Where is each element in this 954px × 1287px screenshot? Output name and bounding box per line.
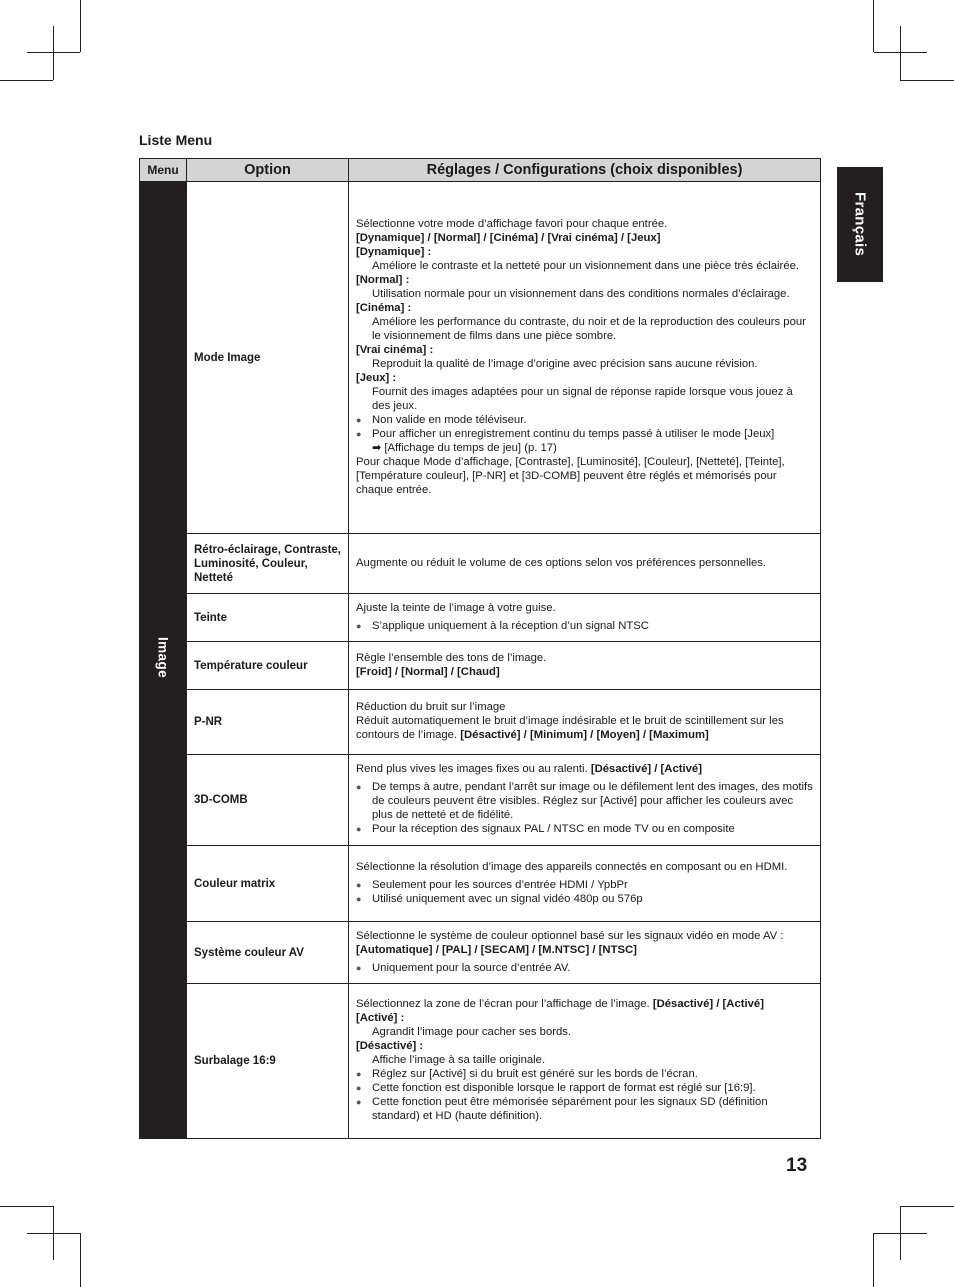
crop-mark — [873, 0, 874, 52]
menu-table — [139, 158, 821, 1139]
setting-text: Règle l’ensemble des tons de l’image. — [356, 651, 547, 664]
setting-desc: Utilisation normale pour un visionnement dans des conditions normales d’éclairage. — [372, 287, 790, 300]
bullet-icon: ● — [356, 1069, 362, 1079]
settings-couleur-matrix — [349, 846, 821, 922]
bullet-item: ● Utilisé uniquement avec un signal vidéo 480p ou 576p — [356, 892, 643, 905]
setting-desc: Reproduit la qualité de l’image d’origine avec précision sans aucune révision. — [372, 357, 758, 370]
option-retro-eclairage: Rétro-éclairage, Contraste, Luminosité, Couleur, Netteté — [187, 534, 349, 594]
setting-desc: Améliore les performance du contraste, du noir et de la reproduction des couleurs pour le visionnement de films dans une pièce sombre. — [372, 315, 806, 342]
bullet-item: ● S’applique uniquement à la réception d’un signal NTSC — [356, 619, 649, 632]
setting-desc: Améliore le contraste et la netteté pour un visionnement dans une pièce très éclairée. — [372, 259, 800, 272]
setting-text: Rend plus vives les images fixes ou au ralenti. — [356, 763, 588, 775]
bullet-icon: ● — [356, 1083, 362, 1093]
bullet-icon: ● — [356, 620, 362, 631]
arrow-right-icon: ➡ — [372, 441, 382, 454]
header-settings: Réglages / Configurations (choix disponibles) — [349, 159, 821, 182]
bullet-item: ● Cette fonction peut être mémorisée séparément pour les signaux SD (définition standard) et HD (haute définition). — [356, 1096, 768, 1122]
bullet-icon: ● — [356, 879, 362, 890]
header-menu: Menu — [140, 159, 187, 182]
bullet-icon: ● — [356, 782, 362, 792]
crop-mark — [27, 1233, 80, 1234]
setting-term: [Cinéma] : — [356, 301, 412, 314]
crop-mark — [0, 1206, 53, 1207]
settings-3d-comb — [349, 755, 821, 846]
bullet-item: ● Pour la réception des signaux PAL / NTSC en mode TV ou en composite — [356, 823, 735, 835]
bullet-icon: ● — [356, 962, 362, 973]
option-temperature-couleur: Température couleur — [187, 642, 349, 690]
bullet-icon: ● — [356, 428, 362, 439]
bullet-icon: ● — [356, 893, 362, 904]
table-row — [140, 984, 821, 1139]
setting-term: [Jeux] : — [356, 371, 397, 384]
settings-mode-image — [349, 182, 821, 534]
table-row — [140, 642, 821, 690]
settings-systeme-couleur-av — [349, 922, 821, 984]
option-3d-comb: 3D-COMB — [187, 755, 349, 846]
bullet-item: ● Cette fonction est disponible lorsque le rapport de format est réglé sur [16:9]. — [356, 1082, 756, 1094]
setting-desc: Affiche l’image à sa taille originale. — [372, 1054, 546, 1066]
section-image — [140, 182, 187, 1139]
setting-text: Sélectionne la résolution d’image des appareils connectés en composant ou en HDMI. — [356, 860, 788, 873]
option-p-nr: P-NR — [187, 690, 349, 755]
crop-mark — [53, 26, 54, 80]
crop-mark — [873, 1233, 874, 1287]
bullet-item: ● De temps à autre, pendant l’arrêt sur image ou le défilement lent des images, des motifs de couleurs peuvent être visibles. Réglez sur [Activé] pour afficher les couleurs avec plus de netteté et de fidélité. — [356, 781, 813, 821]
crop-mark — [874, 1233, 927, 1234]
setting-term: [Activé] : — [356, 1012, 405, 1024]
bullet-icon: ● — [356, 1097, 362, 1107]
setting-text: Réduit automatiquement le bruit d’image indésirable et le bruit de scintillement sur les contours de l’image. — [356, 715, 784, 741]
setting-desc: Agrandit l’image pour cacher ses bords. — [372, 1026, 572, 1038]
bullet-icon: ● — [356, 414, 362, 425]
setting-term: [Désactivé] : — [356, 1040, 424, 1052]
table-row — [140, 182, 821, 534]
crop-mark — [80, 1233, 81, 1287]
setting-term: [Normal] : — [356, 273, 410, 286]
table-row — [140, 846, 821, 922]
language-tab — [837, 167, 883, 282]
option-mode-image: Mode Image — [187, 182, 349, 534]
page-number: 13 — [786, 1155, 808, 1176]
setting-choices: [Froid] / [Normal] / [Chaud] — [356, 665, 500, 678]
language-tab-label: Français — [851, 192, 869, 257]
option-teinte: Teinte — [187, 594, 349, 642]
table-row — [140, 922, 821, 984]
section-title: Liste Menu — [139, 132, 213, 148]
setting-choices: [Automatique] / [PAL] / [SECAM] / [M.NTSC] / [NTSC] — [356, 943, 637, 956]
bullet-item: ● Seulement pour les sources d’entrée HDMI / YpbPr — [356, 878, 628, 891]
bullet-item: ● Réglez sur [Activé] si du bruit est généré sur les bords de l’écran. — [356, 1068, 698, 1080]
setting-choices: [Désactivé] / [Activé] — [590, 763, 702, 775]
settings-temperature-couleur — [349, 642, 821, 690]
settings-teinte — [349, 594, 821, 642]
setting-text: Sélectionne le système de couleur optionnel basé sur les signaux vidéo en mode AV : — [356, 929, 784, 942]
bullet-item: ● Uniquement pour la source d’entrée AV. — [356, 961, 571, 974]
table-row — [140, 690, 821, 755]
setting-text: Sélectionne votre mode d’affichage favori pour chaque entrée. — [356, 217, 668, 230]
crop-mark — [80, 0, 81, 52]
settings-retro-eclairage — [349, 534, 821, 594]
page-reference: [Affichage du temps de jeu] (p. 17) — [384, 441, 557, 454]
option-surbalage: Surbalage 16:9 — [187, 984, 349, 1139]
crop-mark — [900, 80, 954, 81]
bullet-icon: ● — [356, 824, 362, 834]
setting-choices: [Désactivé] / [Activé] — [652, 998, 764, 1010]
settings-surbalage — [349, 984, 821, 1139]
table-header-row — [140, 159, 821, 182]
bullet-item: ● Non valide en mode téléviseur. — [356, 413, 527, 426]
setting-text: Augmente ou réduit le volume de ces options selon vos préférences personnelles. — [356, 556, 767, 569]
setting-choices: [Dynamique] / [Normal] / [Cinéma] / [Vrai cinéma] / [Jeux] — [356, 231, 661, 244]
section-label: Image — [155, 636, 171, 679]
table-row — [140, 594, 821, 642]
table-row — [140, 534, 821, 594]
settings-p-nr — [349, 690, 821, 755]
setting-note: Pour chaque Mode d’affichage, [Contraste], [Luminosité], [Couleur], [Netteté], [Teinte], [Température couleur], [P-NR] et [3D-COMB] peuvent être réglés et mémorisés pour chaque entrée. — [356, 455, 785, 496]
crop-mark — [0, 80, 53, 81]
setting-text: Ajuste la teinte de l’image à votre guise. — [356, 601, 556, 614]
crop-mark — [900, 1206, 954, 1207]
option-systeme-couleur-av: Système couleur AV — [187, 922, 349, 984]
setting-text: Réduction du bruit sur l’image — [356, 701, 506, 713]
setting-choices: [Désactivé] / [Minimum] / [Moyen] / [Maximum] — [460, 729, 709, 741]
option-couleur-matrix: Couleur matrix — [187, 846, 349, 922]
table-row — [140, 755, 821, 846]
header-option: Option — [187, 159, 349, 182]
setting-term: [Dynamique] : — [356, 245, 432, 258]
setting-text: Sélectionnez la zone de l’écran pour l’affichage de l’image. — [356, 998, 650, 1010]
setting-term: [Vrai cinéma] : — [356, 343, 434, 356]
crop-mark — [900, 26, 901, 80]
setting-desc: Fournit des images adaptées pour un signal de réponse rapide lorsque vous jouez à des jeux. — [372, 385, 793, 412]
bullet-item: ● Pour afficher un enregistrement continu du temps passé à utiliser le mode [Jeux] ➡ [Affichage du temps de jeu] (p. 17) — [356, 427, 775, 454]
